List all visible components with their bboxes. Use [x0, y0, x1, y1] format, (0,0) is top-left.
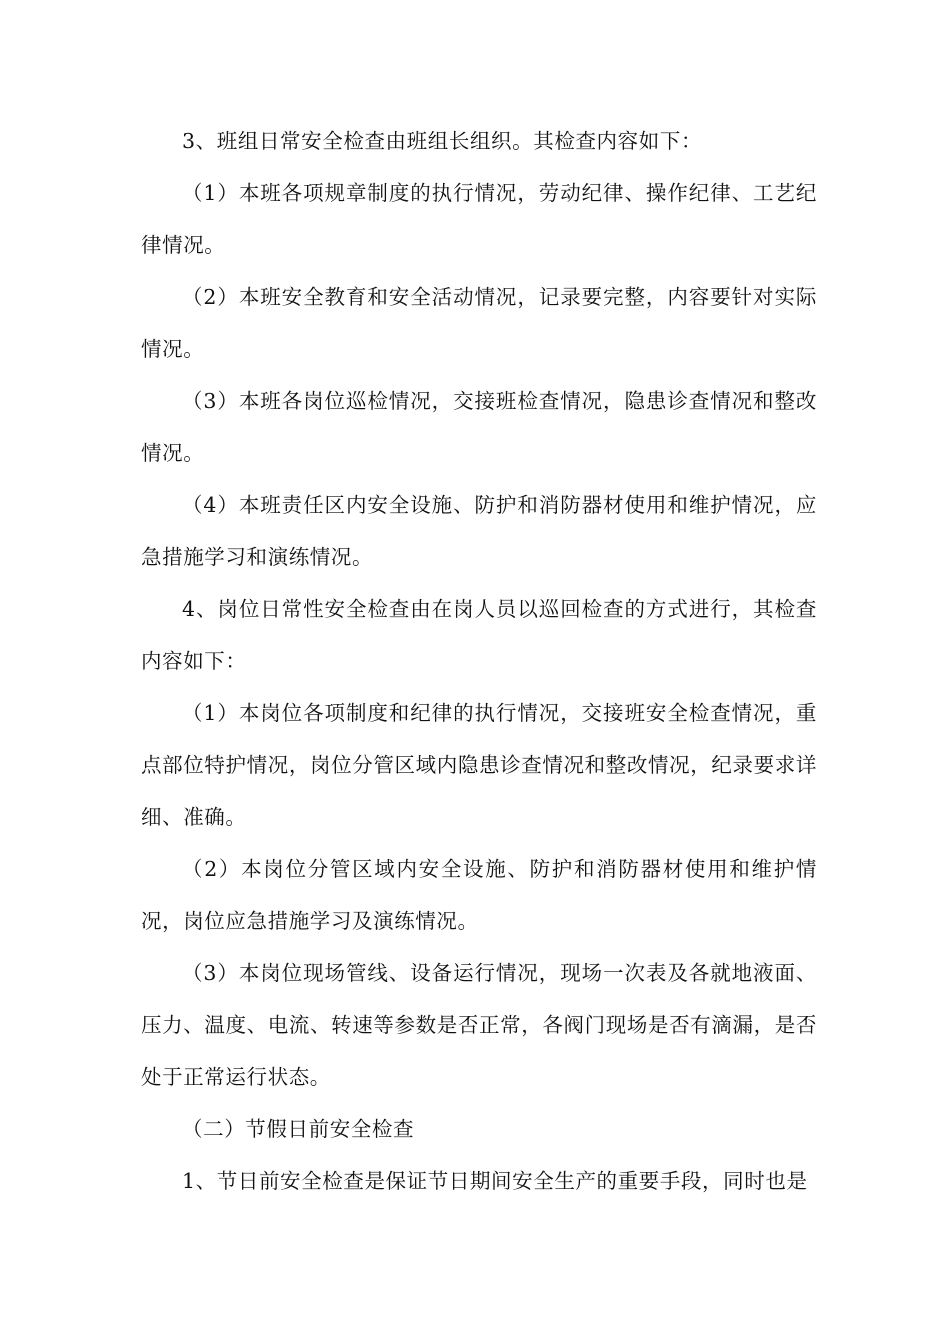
section-heading-holiday-check: （二）节假日前安全检查 — [182, 1117, 415, 1141]
paragraph-post-item-3: （3）本岗位现场管线、设备运行情况，现场一次表及各就地液面、压力、温度、电流、转速等参数是否正常，各阀门现场是否有滴漏，是否处于正常运行状态。 — [141, 961, 817, 1089]
paragraph-post-item-1: （1）本岗位各项制度和纪律的执行情况，交接班安全检查情况，重点部位特护情况，岗位分管区域内隐患诊查情况和整改情况，纪录要求详细、准确。 — [141, 701, 817, 829]
paragraph-class-item-3: （3）本班各岗位巡检情况，交接班检查情况，隐患诊查情况和整改情况。 — [141, 389, 817, 465]
paragraph-holiday-item-1: 1、节日前安全检查是保证节日期间安全生产的重要手段，同时也是 — [182, 1169, 808, 1193]
paragraph-class-item-2: （2）本班安全教育和安全活动情况，记录要完整，内容要针对实际情况。 — [141, 285, 817, 361]
paragraph-class-item-1: （1）本班各项规章制度的执行情况，劳动纪律、操作纪律、工艺纪律情况。 — [141, 181, 817, 257]
document-body — [141, 115, 817, 1207]
paragraph-post-daily-check: 4、岗位日常性安全检查由在岗人员以巡回检查的方式进行，其检查内容如下： — [141, 597, 817, 673]
paragraph-post-item-2: （2）本岗位分管区域内安全设施、防护和消防器材使用和维护情况，岗位应急措施学习及演练情况。 — [141, 857, 817, 933]
paragraph-class-daily-check: 3、班组日常安全检查由班组长组织。其检查内容如下： — [182, 129, 703, 153]
paragraph-class-item-4: （4）本班责任区内安全设施、防护和消防器材使用和维护情况，应急措施学习和演练情况。 — [141, 493, 817, 569]
